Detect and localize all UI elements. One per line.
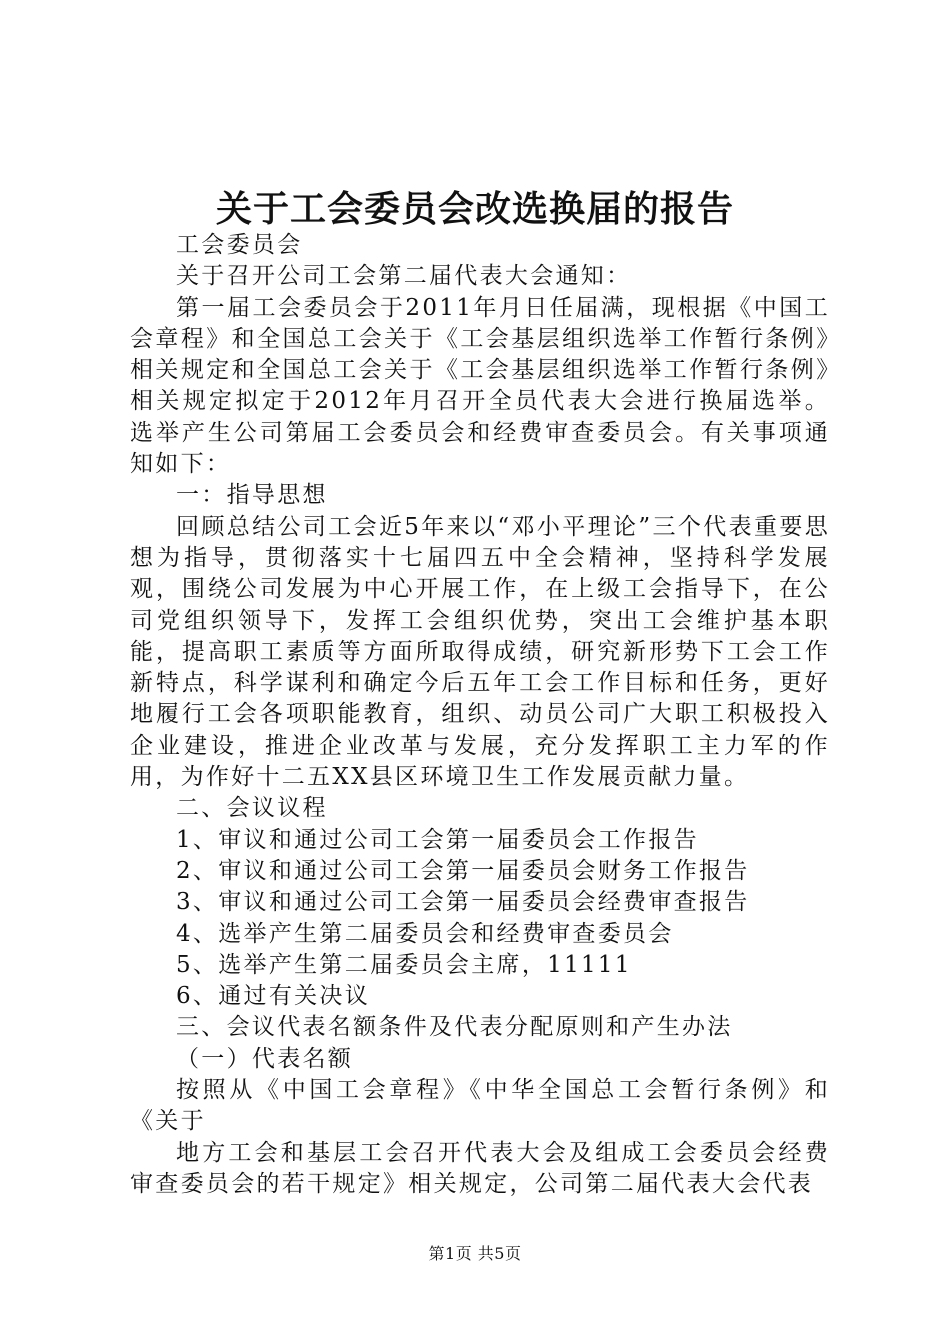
document-body	[130, 230, 830, 1200]
paragraph: 第一届工会委员会于2011年月日任届满，现根据《中国工会章程》和全国总工会关于《工会基层组织选举工作暂行条例》相关规定和全国总工会关于《工会基层组织选举工作暂行条例》相关规定拟定于2012年月召开全员代表大会进行换届选举。选举产生公司第届工会委员会和经费审查委员会。有关事项通知如下：	[130, 294, 830, 478]
paragraph: 回顾总结公司工会近5年来以“邓小平理论”三个代表重要思想为指导，贯彻落实十七届四五中全会精神，坚持科学发展观，围绕公司发展为中心开展工作，在上级工会指导下，在公司党组织领导下，发挥工会组织优势，突出工会维护基本职能，提高职工素质等方面所取得成绩，研究新形势下工会工作新特点，科学谋利和确定今后五年工会工作目标和任务，更好地履行工会各项职能教育，组织、动员公司广大职工积极投入企业建设，推进企业改革与发展，充分发挥职工主力军的作用，为作好十二五XX县区环境卫生工作发展贡献力量。	[130, 513, 830, 791]
agenda-item: 3、审议和通过公司工会第一届委员会经费审查报告	[176, 889, 750, 916]
paragraph: 按照从《中国工会章程》《中华全国总工会暂行条例》和《关于	[130, 1077, 830, 1135]
paragraph: 工会委员会	[176, 232, 303, 258]
agenda-item: 6、通过有关决议	[176, 983, 371, 1010]
paragraph: 地方工会和基层工会召开代表大会及组成工会委员会经费审查委员会的若干规定》相关规定，公司第二届代表大会代表	[130, 1139, 830, 1197]
section-heading: 二、会议议程	[176, 795, 328, 822]
subsection-heading: （一）代表名额	[176, 1045, 354, 1072]
agenda-item: 5、选举产生第二届委员会主席，11111	[176, 951, 632, 978]
section-heading: 三、会议代表名额条件及代表分配原则和产生办法	[176, 1014, 733, 1041]
page-number-footer: 第1页 共5页	[428, 1244, 522, 1263]
document-title: 关于工会委员会改选换届的报告	[215, 188, 734, 230]
agenda-item: 2、审议和通过公司工会第一届委员会财务工作报告	[176, 857, 750, 884]
section-heading: 一：指导思想	[176, 482, 328, 509]
agenda-item: 1、审议和通过公司工会第一届委员会工作报告	[176, 826, 699, 853]
agenda-item: 4、选举产生第二届委员会和经费审查委员会	[176, 920, 674, 947]
paragraph: 关于召开公司工会第二届代表大会通知：	[176, 263, 632, 290]
